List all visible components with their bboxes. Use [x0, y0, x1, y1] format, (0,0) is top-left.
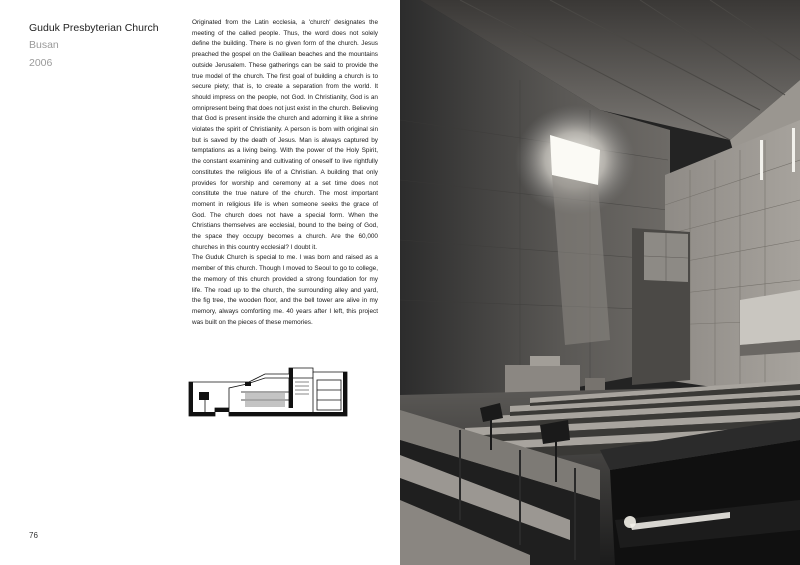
right-page: [400, 0, 800, 565]
project-info: [29, 20, 159, 72]
page-number: 76: [29, 531, 38, 540]
body-paragraph-1: Originated from the Latin ecclesia, a 'church' designates the meeting of the called people. Thus, the word does not solely define the building. There is no given form of the church. Jesus preached the gospel on the Galilean beaches and the mountains outside Jerusalem. These gatherings can be said to provide the true model of the church. The first goal of building a church is to secure piety; that is, to create a separation from the world. It should impress on the people, not God. In Christianity, God is an omnipresent being that does not just exist in the church. Believing that God is present inside the church and adorning it like a shrine violates the spirit of Christianity. A person is born with original sin but is saved by the death of Jesus. Man is always captured by temptations as a living being. With the power of the Holy Spirit, the constant examining and cultivating of oneself to live rightfully constitutes the religious life of a Christian. A building that only provides for worship and ceremony at a set time does not constitute the true nature of the church. The most important moment in religious life is when someone seeks the grace of God. The church does not have a special form. When the Christians themselves are ecclesial, bound to the being of God, the space they occupy becomes a church. Are the 60,000 churches in this country ecclesial? I doubt it.: [192, 19, 378, 251]
church-interior-photo: [400, 0, 800, 565]
project-year: 2006: [29, 57, 53, 69]
project-city: Busan: [29, 39, 59, 51]
project-title: Guduk Presbyterian Church: [29, 22, 159, 34]
body-paragraph-2: The Guduk Church is special to me. I was born and raised as a member of this church. Though I moved to Seoul to go to college, the memory of this church provided a strong foundation for my life. The road up to the church, the surrounding alley and yard, the fig tree, the wooden floor, and the bell tower are alive in my memory, always comforting me. 40 years after I left, this project was built on the pieces of these memories.: [192, 254, 378, 326]
section-drawing: [185, 362, 351, 422]
body-text: [192, 18, 378, 328]
